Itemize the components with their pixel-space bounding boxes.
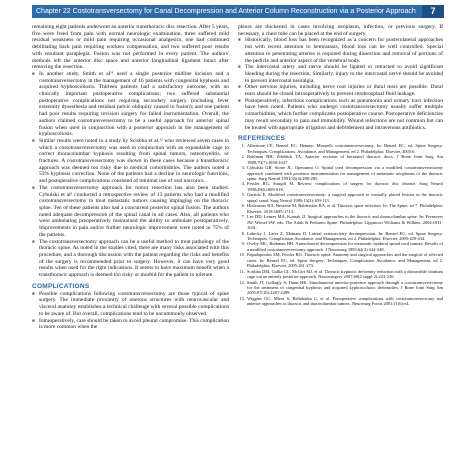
reference-item: 13. Wiggins GC, Mirza S, Bellabarba C, et al. Perioperative complications with costotransversectomy and anterior approaches to thoracic and thoracolumbar tumors. Neurosurg Focus 2001;11(6):e4. xyxy=(239,295,443,307)
references-list xyxy=(238,143,443,307)
reference-number: 5. xyxy=(241,192,245,198)
reference-number: 7. xyxy=(241,214,245,220)
reference-item: 10. Papadopoulos SM, Fessler RG. Thoracic spine: Anatomy and surgical approaches and the surgical of selected cases. In: Benzel EC, ed. Spine Surgery: Techniques, Complication Avoidance, and Management, ed 2. Philadelphia: Elsevier, 2005:261-273. xyxy=(239,252,443,269)
references-heading: REFERENCES xyxy=(238,135,286,143)
reference-number: 1. xyxy=(241,143,245,149)
reference-number: 8. xyxy=(241,230,245,236)
reference-item: 2. Bohlman HH, Zdeblick TA. Anterior excision of herniated thoracic discs. J Bone Joint Surg Am 1988;70(7):1038-1047. xyxy=(238,154,443,165)
reference-item: 8. Lubicky J, Lafer Z, Mainam D. Lateral extracavitary decompression. In: Benzel EC, ed. Spine Surgery: Techniques, Complication Avoidance, and Management, ed 2. Philadelphia: Elsevier, 2005:429-434. xyxy=(238,231,443,242)
reference-number: 11. xyxy=(239,268,245,274)
reference-item: 12. Smith JT, Gollogly S, Dunn HK. Simultaneous anterior-posterior approach through a costotransversectomy for the treatment of congenital kyphosis and acquired kyphoscoliotic deformities. J Bone Joint Surg Am 2005;87(10):2281-2289. xyxy=(239,279,443,296)
reference-item: 1. Albertone CE, Benzel EC. Hennry: Menard's costotransversectomy. In: Benzel EC, ed. Spine Surgery: Techniques, Complications, Avoidance, and Management, ed 2. Philadelphia: Elsevier, 2005:6. xyxy=(238,143,443,154)
reference-item: 7. Lee DD, Lenzer MA, Kornak JJ. Surgical approaches to the thoracic and thoracolumbar spine. In: Frymoyer JW, Wiesel SW, eds. The Adult & Pediatric Spine. Philadelphia: Lippincott Williams & Wilkins, 2004:1011-1041. xyxy=(238,214,443,230)
complications-heading: COMPLICATIONS xyxy=(32,282,90,290)
reference-number: 6. xyxy=(241,203,245,209)
page-number: 7 xyxy=(422,5,444,18)
reference-item: 3. Cybulski GR, Stone JL, Opesanmi O. Spinal cord decompression via a modified costotransversectomy approach combined with posterior instrumentation for management of metastatic neoplasms of the thoracic spine. Surg Neurol 1991;35(4):280-285. xyxy=(238,165,443,181)
continued-paragraph: pleura are thickened in cases involving neoplasm, infection, or previous surgery. If necessary, a chest tube can be placed at the end of surgery. xyxy=(238,24,443,37)
reference-number: 12. xyxy=(239,279,245,285)
running-header xyxy=(32,5,444,18)
intro-paragraph: remaining eight patients underwent an anterior transthoracic disc resection. After 5 years, five were freed from pain with normal neurologic examination, three suffered mild residual weakness or mild pain requiring occasional analgesics, one had continued debilitating back pain requiring workers compensation, and two suffered poor results with resultant paraplegia. Fusion was not performed in every patient. The authors' methods left the anterior disc space and anterior longitudinal ligament intact after removing the resection. xyxy=(32,24,229,71)
left-column xyxy=(32,24,229,460)
bullet-paragraph: ■ The costotransversectomy approach for tumor resection has also been studied. Cybulski et al¹ conducted a retrospective review of 13 patients who had a modified costotransversectomy to treat metastatic tumors causing impinging on the thoracic spine. Ten of these patients also had a concurrent posterior spinal fusion. The authors noted adequate decompression of the spinal canal in all cases. Also, all patients who were ambulating preoperatively maintained the ability to ambulate postoperatively. Improvements in pain and/or further neurologic improvement were noted in 75% of the patients. xyxy=(32,185,229,239)
complication-bullet: ■ The intercostal artery and nerve should be ligated or retracted to avoid significant bleeding during the resection. Similarly, injury to the intercostal nerve should be avoided to prevent intercostal neuralgia. xyxy=(238,64,443,84)
reference-item: 5. Garrido E. Modified costotransversectomy: a surgical approach to ventrally placed lesions in the thoracic spinal canal. Surg Neurol 1980;13(2):109-113. xyxy=(238,192,443,203)
complication-bullet: ■ Possible complications following costotransversectomy are those typical of spine surgery. The immediate proximity of onerous structures with neurovascular and visceral anatomy establishes a technical challenge with several possible complications to be aware of. But overall, complications tend to be uncommonly observed. xyxy=(32,291,229,318)
reference-item: 6. Hodvarzas HA, Bessette M, Balderston RA, et al. Thoracic spine infection. In: The Spine, ed 7. Philadelphia: Elsevier, 2018:1685-1713. xyxy=(238,203,443,214)
bullet-paragraph: ■ The costotransversectomy approach can be a useful method to treat pathology of the thoracic spine. As noted in the studies cited, there are many risks associated with this procedure, and a thorough discussion with the patient regarding the risks and benefits of the surgery is recommended prior to surgery. However, it can have very good results when used for the right indications. It seems to have maximum benefit when a transthoracic approach is deemed too risky or morbid for the patient to tolerate. xyxy=(32,239,229,279)
complication-bullet: ■ Historically, blood loss has been recognized as a concern for posterolateral approaches but with recent attention to hemostasis, blood loss can be well controlled. Special attention to penetrating arteries is required during dissection and removal of portions of the pedicle and anterior aspect of the vertebral body. xyxy=(238,37,443,64)
chapter-title: Chapter 22 Costotransversectomy for Canal Decompression and Anterior Column Reconstruction via a Posterior Approach xyxy=(36,8,416,15)
reference-item: 11. Scisbba DM, Gallia GL, McGirt MJ, et al. Thoracic kyphotic deformity reduction with a distractible titanium cage via an entirely posterior approach. Neurosurgery 2007;60(4 suppl 2):223-230. xyxy=(239,268,443,280)
complication-bullet: ■ Other nervous injuries, including nerve root injuries or dural tears are possible. Dural tears should be closed intraoperatively to prevent cerebrospinal fluid leakage. xyxy=(238,84,443,97)
reference-number: 10. xyxy=(239,252,245,258)
right-column xyxy=(238,24,443,460)
reference-number: 9. xyxy=(241,241,245,247)
complication-bullet: ■ Postoperatively, infectious complications such as pneumonia and urinary tract infection have been noted. Patients who undergo costotransversectomy usually suffer multiple comorbidities, which further complicates postoperative course. Postoperative deficiencies may result secondary to pain and immobility. Wound infections are not common but can be treated with appropriate irrigation and debridement and intravenous antibiotics. xyxy=(238,98,443,132)
complication-bullet: ■ Intraoperatively, care should be taken to avoid pleural compromise. This complication is more common when the xyxy=(32,318,229,331)
reference-item: 4. Fessler RG, Sturgill M. Review: complications of surgery for thoracic disc disease. Surg Neurol 1998;49(6):609-618. xyxy=(238,181,443,192)
reference-number: 13. xyxy=(239,295,245,301)
bullet-paragraph: ■ Similar results were noted in a study by Scisbba et al,¹² who reviewed seven cases in which a costotransversectomy was used in conjunction with an expandable cage to correct thoracolumbar kyphosis resulting from spinal tumors, osteomyelitis, or fractures. A costotransversectomy was shown in these cases because a transthoracic approach was deemed too risky due to medical comorbidities. The authors noted a 53% kyphosis correction. None of the patients had a decline in neurologic functions, and postoperative complications consisted of minimal use of oral narcotics. xyxy=(32,138,229,185)
reference-number: 4. xyxy=(241,181,245,187)
reference-item: 9. Oveby MC, Rothman HH. Anterolateral decompression for metastatic epidural spinal cord tumors. Results of a modified costotransversectomy approach. J Neurosurg 1985;62(3):344-348. xyxy=(238,241,443,252)
reference-number: 2. xyxy=(241,154,245,160)
reference-number: 3. xyxy=(241,165,245,171)
bullet-paragraph: ■ In another study, Smith et al¹¹ used a single posterior midline incision and a costotransversectomy in the management of 16 patients with congenital kyphosis and acquired kyphoscoliosis. Thirteen patients had a satisfactory outcome, with no clinically important postoperative complications; two suffered substantial postoperative complications not requiring secondary surgery (including fever extremity dysesthesia and residual pelvic obliquity caused to fusion); and one patient had poor results requiring revision surgery for failed instrumentation. Overall, the authors claimed costotransversectomy to be a useful approach for anterior spinal fusion when used in conjunction with a posterior approach in the management of kyphoscoliosis. xyxy=(32,71,229,138)
